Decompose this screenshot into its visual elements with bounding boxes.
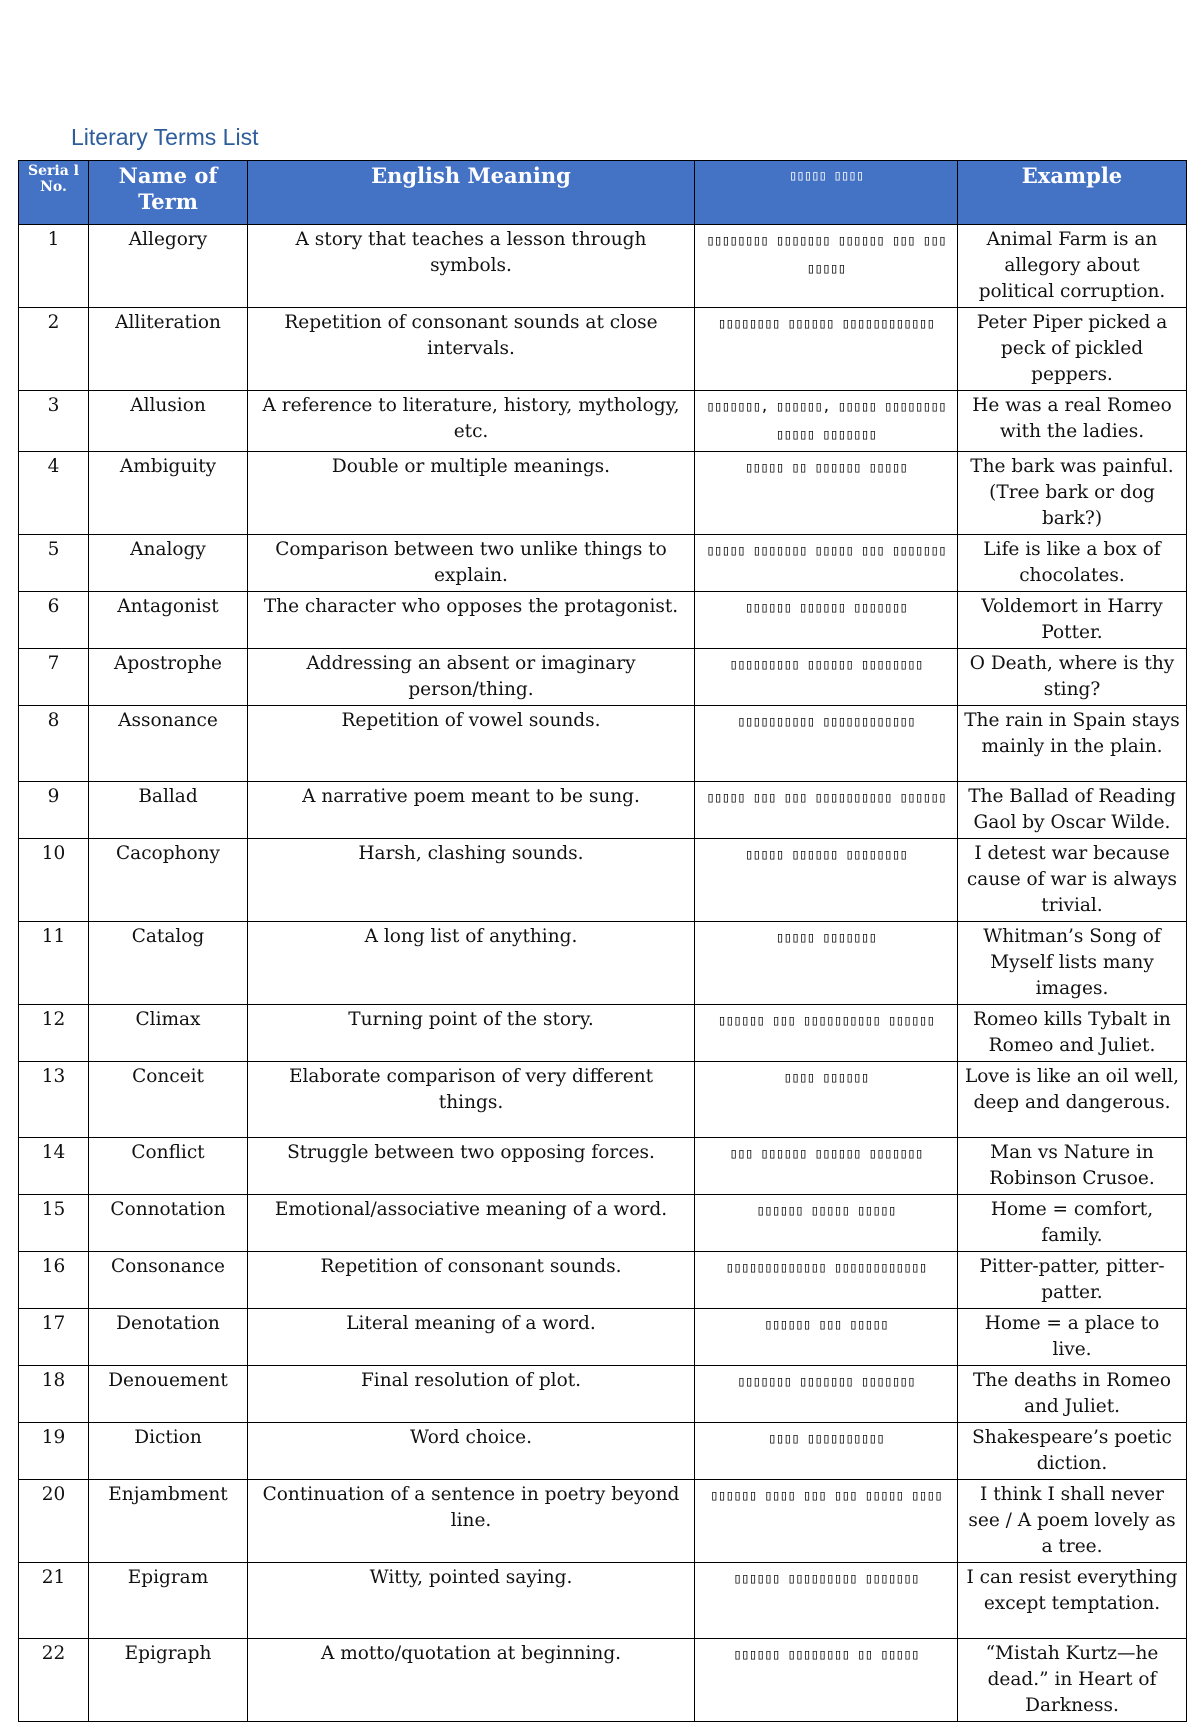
serial-no-cell: 21	[19, 1563, 89, 1639]
serial-no-cell: 14	[19, 1138, 89, 1195]
table-row	[19, 839, 1187, 922]
english-meaning-cell: Repetition of consonant sounds.	[248, 1252, 695, 1309]
english-meaning-cell: Literal meaning of a word.	[248, 1309, 695, 1366]
example-cell: Peter Piper picked a peck of pickled peppers.	[958, 308, 1187, 391]
bengali-meaning-cell: ▯▯▯▯▯ ▯▯▯▯▯▯▯ ▯▯▯▯▯ ▯▯▯ ▯▯▯▯▯▯▯	[695, 535, 958, 592]
serial-no-cell: 7	[19, 649, 89, 706]
english-meaning-cell: A reference to literature, history, mythology, etc.	[248, 391, 695, 452]
example-cell: Romeo kills Tybalt in Romeo and Juliet.	[958, 1005, 1187, 1062]
header-term-name: Name of Term	[89, 161, 248, 225]
bengali-meaning-cell: ▯▯▯▯▯ ▯▯ ▯▯▯▯▯▯ ▯▯▯▯▯	[695, 452, 958, 535]
english-meaning-cell: Final resolution of plot.	[248, 1366, 695, 1423]
table-row	[19, 1062, 1187, 1138]
term-name-cell: Antagonist	[89, 592, 248, 649]
header-bengali-meaning: ▯▯▯▯▯ ▯▯▯▯	[695, 161, 958, 225]
term-name-cell: Apostrophe	[89, 649, 248, 706]
bengali-meaning-cell: ▯▯▯▯▯▯▯▯▯▯▯▯▯ ▯▯▯▯▯▯▯▯▯▯▯▯	[695, 1252, 958, 1309]
table-row	[19, 1195, 1187, 1252]
header-serial-no: Seria l No.	[19, 161, 89, 225]
table-row	[19, 592, 1187, 649]
english-meaning-cell: Elaborate comparison of very different things.	[248, 1062, 695, 1138]
serial-no-cell: 13	[19, 1062, 89, 1138]
table-row	[19, 1138, 1187, 1195]
serial-no-cell: 19	[19, 1423, 89, 1480]
bengali-meaning-cell: ▯▯▯▯▯▯ ▯▯▯▯▯▯▯▯▯ ▯▯▯▯▯▯▯	[695, 1563, 958, 1639]
term-name-cell: Ballad	[89, 782, 248, 839]
term-name-cell: Conflict	[89, 1138, 248, 1195]
term-name-cell: Conceit	[89, 1062, 248, 1138]
term-name-cell: Ambiguity	[89, 452, 248, 535]
term-name-cell: Diction	[89, 1423, 248, 1480]
example-cell: Whitman’s Song of Myself lists many images.	[958, 922, 1187, 1005]
bengali-meaning-cell: ▯▯▯ ▯▯▯▯▯▯ ▯▯▯▯▯▯ ▯▯▯▯▯▯▯	[695, 1138, 958, 1195]
serial-no-cell: 3	[19, 391, 89, 452]
example-cell: Pitter-patter, pitter-patter.	[958, 1252, 1187, 1309]
table-row	[19, 1423, 1187, 1480]
bengali-meaning-cell: ▯▯▯▯ ▯▯▯▯▯▯	[695, 1062, 958, 1138]
english-meaning-cell: Continuation of a sentence in poetry beyond line.	[248, 1480, 695, 1563]
bengali-meaning-cell: ▯▯▯▯▯ ▯▯▯▯▯▯▯	[695, 922, 958, 1005]
bengali-meaning-cell: ▯▯▯▯▯▯▯▯ ▯▯▯▯▯▯▯ ▯▯▯▯▯▯ ▯▯▯ ▯▯▯ ▯▯▯▯▯	[695, 225, 958, 308]
bengali-meaning-cell: ▯▯▯▯▯▯ ▯▯▯ ▯▯▯▯▯	[695, 1309, 958, 1366]
serial-no-cell: 15	[19, 1195, 89, 1252]
english-meaning-cell: Repetition of consonant sounds at close intervals.	[248, 308, 695, 391]
example-cell: Life is like a box of chocolates.	[958, 535, 1187, 592]
serial-no-cell: 10	[19, 839, 89, 922]
term-name-cell: Allegory	[89, 225, 248, 308]
term-name-cell: Epigram	[89, 1563, 248, 1639]
table-row	[19, 391, 1187, 452]
english-meaning-cell: Struggle between two opposing forces.	[248, 1138, 695, 1195]
table-row	[19, 782, 1187, 839]
table-row	[19, 1309, 1187, 1366]
english-meaning-cell: Addressing an absent or imaginary person/thing.	[248, 649, 695, 706]
serial-no-cell: 6	[19, 592, 89, 649]
table-row	[19, 452, 1187, 535]
example-cell: The deaths in Romeo and Juliet.	[958, 1366, 1187, 1423]
bengali-meaning-cell: ▯▯▯▯▯▯▯ ▯▯▯▯▯▯▯ ▯▯▯▯▯▯▯	[695, 1366, 958, 1423]
serial-no-cell: 2	[19, 308, 89, 391]
term-name-cell: Allusion	[89, 391, 248, 452]
bengali-meaning-cell: ▯▯▯▯▯▯▯▯▯▯ ▯▯▯▯▯▯▯▯▯▯▯▯	[695, 706, 958, 782]
term-name-cell: Cacophony	[89, 839, 248, 922]
english-meaning-cell: Word choice.	[248, 1423, 695, 1480]
serial-no-cell: 11	[19, 922, 89, 1005]
example-cell: He was a real Romeo with the ladies.	[958, 391, 1187, 452]
english-meaning-cell: Turning point of the story.	[248, 1005, 695, 1062]
term-name-cell: Denouement	[89, 1366, 248, 1423]
bengali-meaning-cell: ▯▯▯▯▯▯▯▯▯ ▯▯▯▯▯▯ ▯▯▯▯▯▯▯▯	[695, 649, 958, 706]
bengali-meaning-cell: ▯▯▯▯▯ ▯▯▯▯▯▯ ▯▯▯▯▯▯▯▯	[695, 839, 958, 922]
table-header-row	[19, 161, 1187, 225]
bengali-meaning-cell: ▯▯▯▯▯▯ ▯▯▯▯▯▯ ▯▯▯▯▯▯▯	[695, 592, 958, 649]
term-name-cell: Enjambment	[89, 1480, 248, 1563]
serial-no-cell: 1	[19, 225, 89, 308]
table-row	[19, 308, 1187, 391]
example-cell: Shakespeare’s poetic diction.	[958, 1423, 1187, 1480]
serial-no-cell: 9	[19, 782, 89, 839]
table-row	[19, 1639, 1187, 1722]
english-meaning-cell: Harsh, clashing sounds.	[248, 839, 695, 922]
example-cell: I can resist everything except temptation.	[958, 1563, 1187, 1639]
bengali-meaning-cell: ▯▯▯▯▯▯▯, ▯▯▯▯▯▯, ▯▯▯▯▯ ▯▯▯▯▯▯▯▯ ▯▯▯▯▯ ▯▯▯▯▯▯▯	[695, 391, 958, 452]
english-meaning-cell: Comparison between two unlike things to explain.	[248, 535, 695, 592]
bengali-meaning-cell: ▯▯▯▯▯▯ ▯▯▯▯▯ ▯▯▯▯▯	[695, 1195, 958, 1252]
example-cell: The bark was painful. (Tree bark or dog bark?)	[958, 452, 1187, 535]
term-name-cell: Climax	[89, 1005, 248, 1062]
example-cell: The Ballad of Reading Gaol by Oscar Wilde.	[958, 782, 1187, 839]
english-meaning-cell: Double or multiple meanings.	[248, 452, 695, 535]
bengali-meaning-cell: ▯▯▯▯▯ ▯▯▯ ▯▯▯ ▯▯▯▯▯▯▯▯▯▯ ▯▯▯▯▯▯	[695, 782, 958, 839]
example-cell: I detest war because cause of war is always trivial.	[958, 839, 1187, 922]
english-meaning-cell: A story that teaches a lesson through symbols.	[248, 225, 695, 308]
table-row	[19, 225, 1187, 308]
english-meaning-cell: A long list of anything.	[248, 922, 695, 1005]
header-english-meaning: English Meaning	[248, 161, 695, 225]
serial-no-cell: 22	[19, 1639, 89, 1722]
english-meaning-cell: Witty, pointed saying.	[248, 1563, 695, 1639]
bengali-meaning-cell: ▯▯▯▯▯▯ ▯▯▯▯▯▯▯▯ ▯▯ ▯▯▯▯▯	[695, 1639, 958, 1722]
english-meaning-cell: Repetition of vowel sounds.	[248, 706, 695, 782]
english-meaning-cell: A motto/quotation at beginning.	[248, 1639, 695, 1722]
table-row	[19, 1563, 1187, 1639]
serial-no-cell: 16	[19, 1252, 89, 1309]
serial-no-cell: 8	[19, 706, 89, 782]
table-row	[19, 535, 1187, 592]
serial-no-cell: 18	[19, 1366, 89, 1423]
table-row	[19, 1252, 1187, 1309]
table-row	[19, 706, 1187, 782]
serial-no-cell: 5	[19, 535, 89, 592]
example-cell: Voldemort in Harry Potter.	[958, 592, 1187, 649]
table-row	[19, 649, 1187, 706]
serial-no-cell: 17	[19, 1309, 89, 1366]
table-row	[19, 1005, 1187, 1062]
english-meaning-cell: A narrative poem meant to be sung.	[248, 782, 695, 839]
example-cell: Love is like an oil well, deep and dangerous.	[958, 1062, 1187, 1138]
example-cell: “Mistah Kurtz—he dead.” in Heart of Darkness.	[958, 1639, 1187, 1722]
bengali-meaning-cell: ▯▯▯▯▯▯ ▯▯▯▯ ▯▯▯ ▯▯▯ ▯▯▯▯▯ ▯▯▯▯	[695, 1480, 958, 1563]
term-name-cell: Catalog	[89, 922, 248, 1005]
bengali-meaning-cell: ▯▯▯▯▯▯ ▯▯▯ ▯▯▯▯▯▯▯▯▯▯ ▯▯▯▯▯▯	[695, 1005, 958, 1062]
bengali-meaning-cell: ▯▯▯▯ ▯▯▯▯▯▯▯▯▯▯	[695, 1423, 958, 1480]
example-cell: Man vs Nature in Robinson Crusoe.	[958, 1138, 1187, 1195]
serial-no-cell: 20	[19, 1480, 89, 1563]
term-name-cell: Consonance	[89, 1252, 248, 1309]
example-cell: Animal Farm is an allegory about political corruption.	[958, 225, 1187, 308]
page-title: Literary Terms List	[71, 124, 259, 150]
table-row	[19, 922, 1187, 1005]
example-cell: Home = a place to live.	[958, 1309, 1187, 1366]
serial-no-cell: 12	[19, 1005, 89, 1062]
example-cell: The rain in Spain stays mainly in the plain.	[958, 706, 1187, 782]
example-cell: Home = comfort, family.	[958, 1195, 1187, 1252]
term-name-cell: Denotation	[89, 1309, 248, 1366]
term-name-cell: Alliteration	[89, 308, 248, 391]
example-cell: O Death, where is thy sting?	[958, 649, 1187, 706]
english-meaning-cell: The character who opposes the protagonist.	[248, 592, 695, 649]
table-row	[19, 1480, 1187, 1563]
serial-no-cell: 4	[19, 452, 89, 535]
example-cell: I think I shall never see / A poem lovely as a tree.	[958, 1480, 1187, 1563]
term-name-cell: Analogy	[89, 535, 248, 592]
literary-terms-table	[18, 160, 1187, 1722]
bengali-meaning-cell: ▯▯▯▯▯▯▯▯ ▯▯▯▯▯▯ ▯▯▯▯▯▯▯▯▯▯▯▯	[695, 308, 958, 391]
term-name-cell: Assonance	[89, 706, 248, 782]
header-example: Example	[958, 161, 1187, 225]
english-meaning-cell: Emotional/associative meaning of a word.	[248, 1195, 695, 1252]
term-name-cell: Epigraph	[89, 1639, 248, 1722]
table-row	[19, 1366, 1187, 1423]
term-name-cell: Connotation	[89, 1195, 248, 1252]
